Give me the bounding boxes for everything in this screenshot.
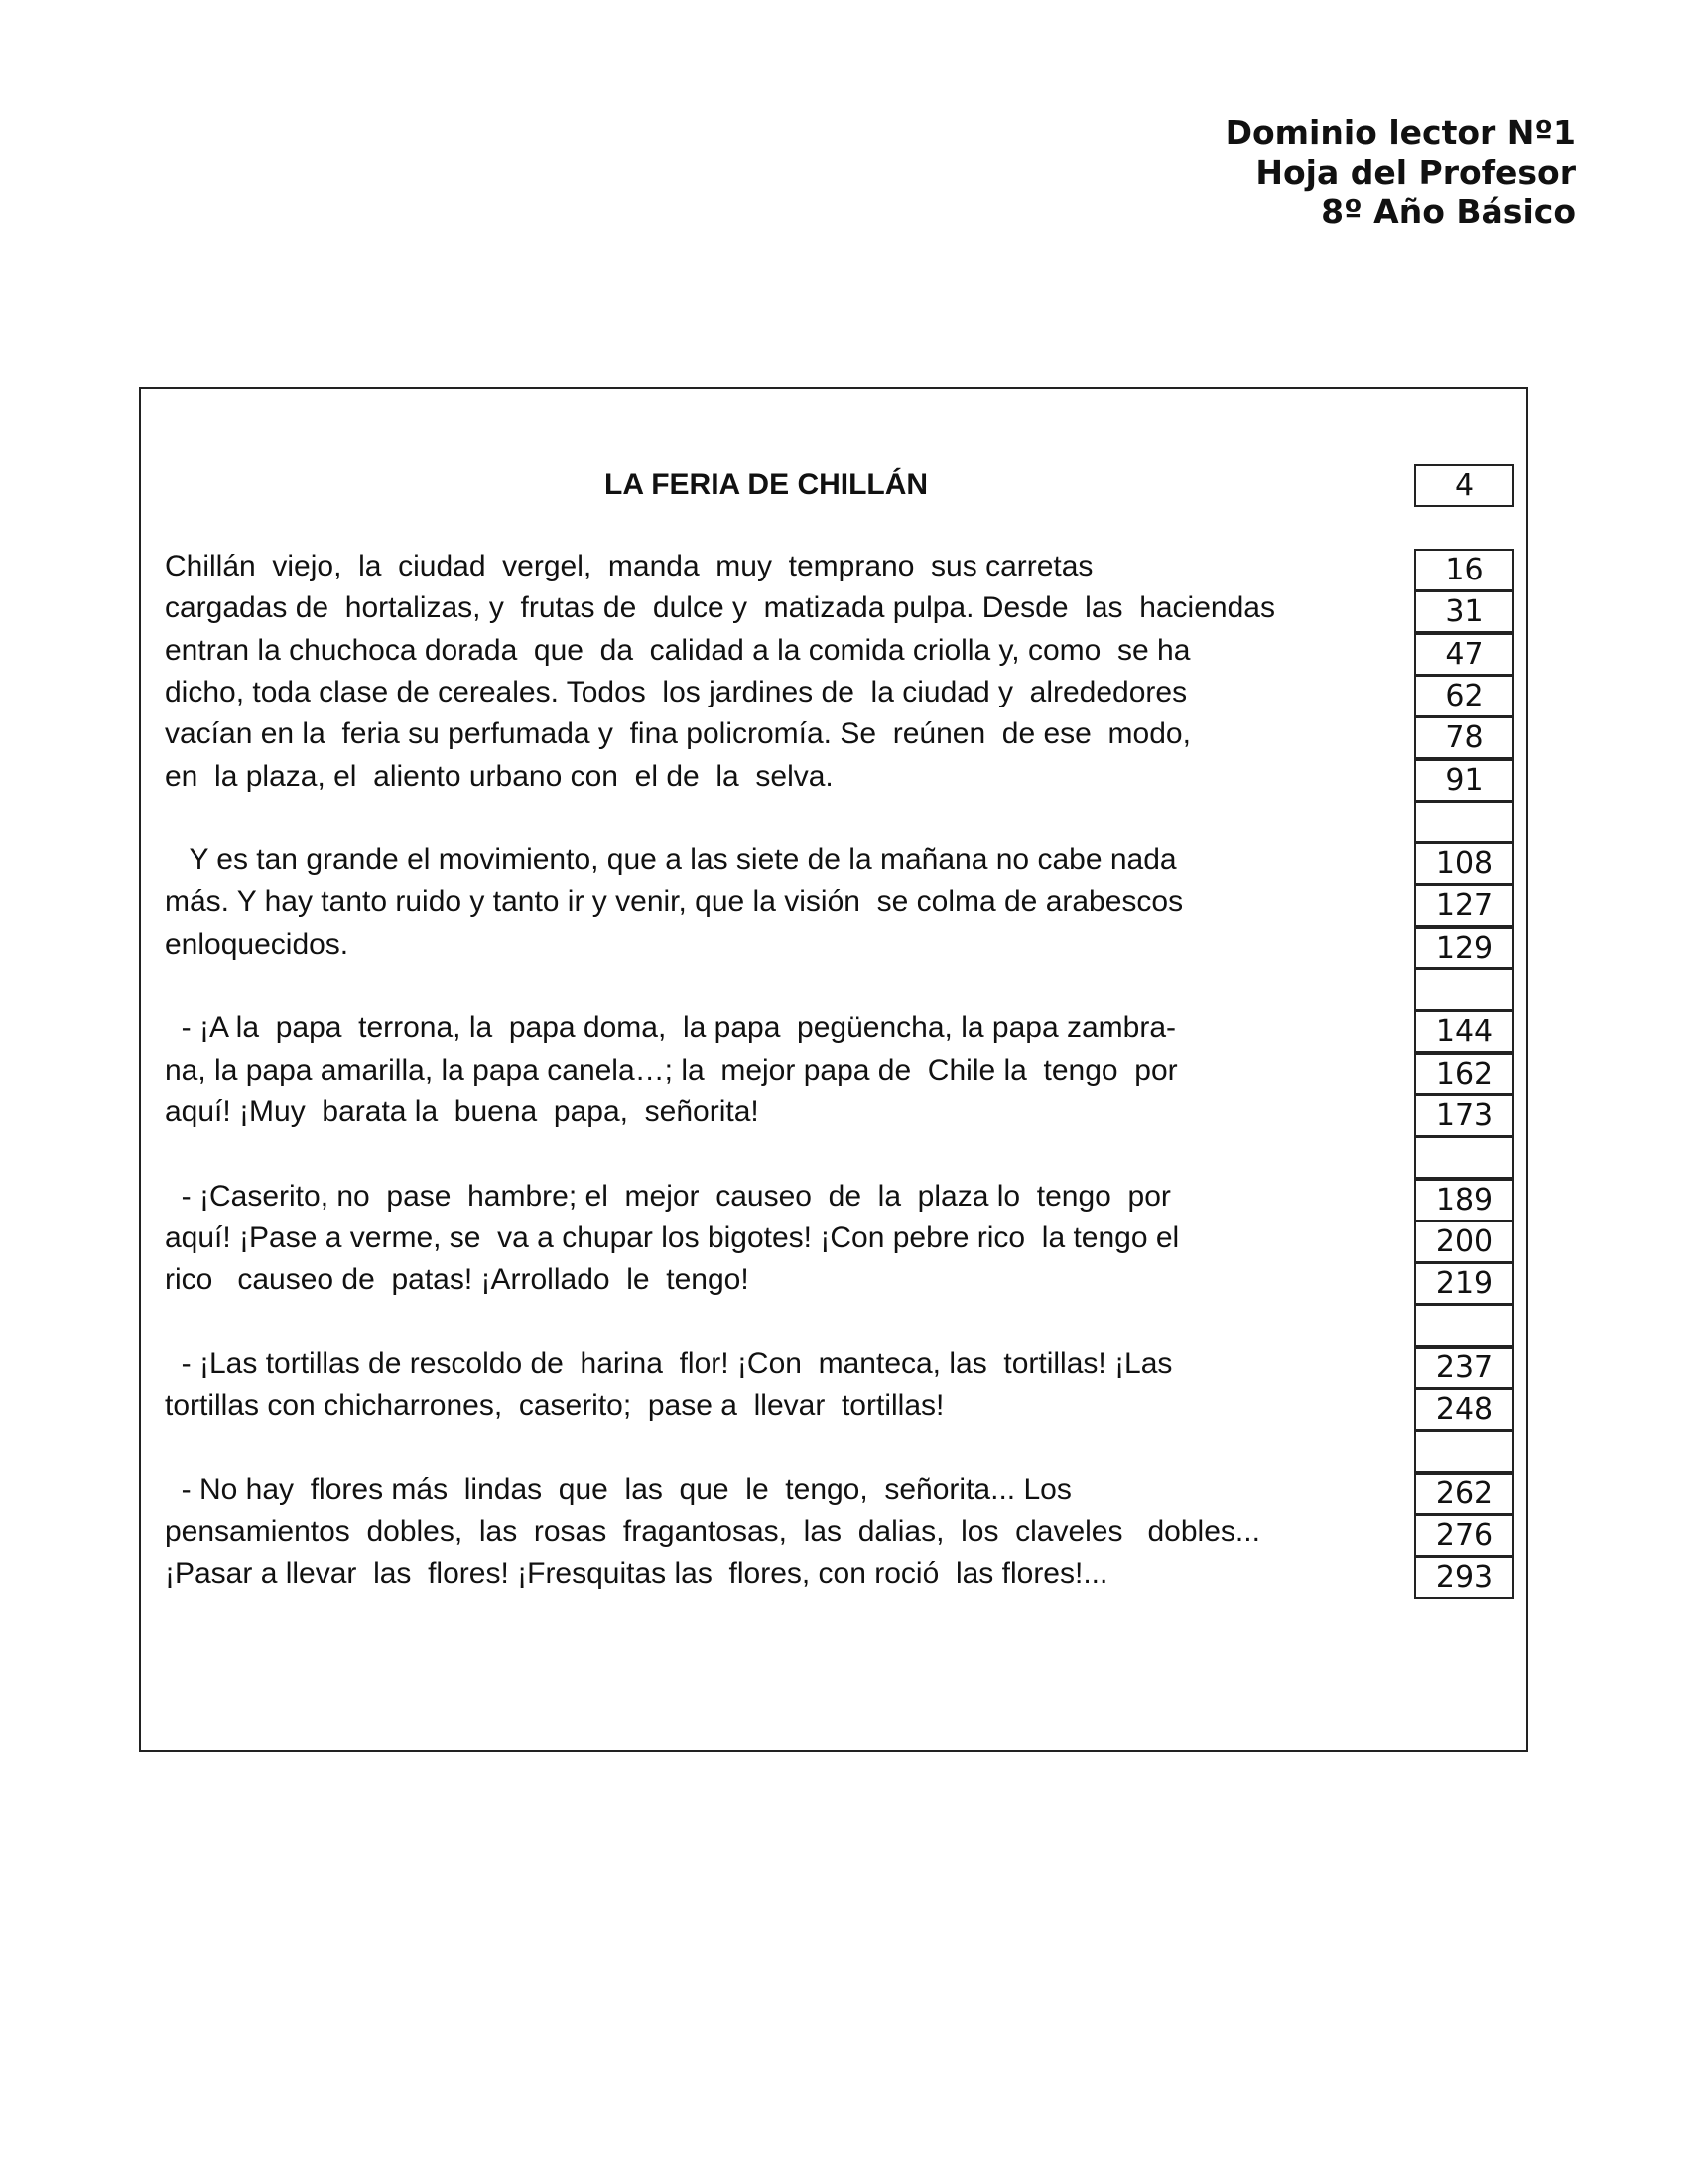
word-count-box: 127: [1414, 884, 1514, 927]
word-count-box: 162: [1414, 1053, 1514, 1095]
word-count-box: 200: [1414, 1220, 1514, 1263]
text-line: - ¡Las tortillas de rescoldo de harina flor! ¡Con manteca, las tortillas! ¡Las: [165, 1348, 1173, 1380]
text-line: pensamientos dobles, las rosas fragantosas, las dalias, los claveles dobles...: [165, 1515, 1260, 1548]
word-count-box: 248: [1414, 1388, 1514, 1431]
text-line: rico causeo de patas! ¡Arrollado le tengo!: [165, 1263, 749, 1296]
text-line: cargadas de hortalizas, y frutas de dulce y matizada pulpa. Desde las haciendas: [165, 591, 1275, 624]
text-line: - ¡Caserito, no pase hambre; el mejor causeo de la plaza lo tengo por: [165, 1180, 1171, 1213]
word-count-box: 78: [1414, 716, 1514, 759]
word-count-box: 144: [1414, 1010, 1514, 1053]
text-line: - No hay flores más lindas que las que le tengo, señorita... Los: [165, 1474, 1072, 1506]
word-count-box: 62: [1414, 675, 1514, 717]
text-line: Y es tan grande el movimiento, que a las siete de la mañana no cabe nada: [165, 843, 1177, 876]
text-line: ¡Pasar a llevar las flores! ¡Fresquitas las flores, con roció las flores!...: [165, 1557, 1108, 1590]
word-count-box: 219: [1414, 1262, 1514, 1305]
word-count-box: 173: [1414, 1094, 1514, 1137]
word-count-box: 262: [1414, 1473, 1514, 1515]
word-count-box: [1414, 968, 1514, 1011]
word-count-box: 16: [1414, 549, 1514, 591]
text-line: aquí! ¡Pase a verme, se va a chupar los bigotes! ¡Con pebre rico la tengo el: [165, 1221, 1180, 1254]
reading-title: LA FERIA DE CHILLÁN: [604, 468, 929, 501]
word-count-box: 129: [1414, 927, 1514, 969]
document-header: [980, 113, 1576, 232]
text-line: na, la papa amarilla, la papa canela…; la mejor papa de Chile la tengo por: [165, 1054, 1178, 1087]
text-line: dicho, toda clase de cereales. Todos los jardines de la ciudad y alrededores: [165, 676, 1188, 708]
text-line: entran la chuchoca dorada que da calidad a la comida criolla y, como se ha: [165, 634, 1191, 667]
text-line: más. Y hay tanto ruido y tanto ir y venir, que la visión se colma de arabescos: [165, 885, 1184, 918]
text-line: en la plaza, el aliento urbano con el de la selva.: [165, 760, 834, 793]
word-count-box: 189: [1414, 1179, 1514, 1221]
word-count-box: [1414, 1136, 1514, 1179]
word-count-box: [1414, 1304, 1514, 1347]
text-line: vacían en la feria su perfumada y fina policromía. Se reúnen de ese modo,: [165, 717, 1191, 750]
word-count-box: 91: [1414, 759, 1514, 802]
word-count-box: 276: [1414, 1514, 1514, 1557]
word-count-box: [1414, 801, 1514, 843]
word-count-box: 47: [1414, 633, 1514, 676]
text-line: tortillas con chicharrones, caserito; pase a llevar tortillas!: [165, 1389, 945, 1422]
header-subtitle: Hoja del Profesor: [1255, 153, 1576, 192]
text-line: Chillán viejo, la ciudad vergel, manda muy temprano sus carretas: [165, 550, 1094, 582]
header-title: Dominio lector Nº1: [1225, 113, 1576, 152]
header-grade: 8º Año Básico: [1321, 193, 1576, 231]
text-line: enloquecidos.: [165, 928, 349, 961]
word-count-box: 108: [1414, 842, 1514, 885]
word-count-box: 31: [1414, 590, 1514, 633]
word-count-box: 293: [1414, 1556, 1514, 1599]
text-line: aquí! ¡Muy barata la buena papa, señorita!: [165, 1095, 759, 1128]
word-count-box: [1414, 1430, 1514, 1473]
word-count-box: 237: [1414, 1347, 1514, 1389]
text-line: - ¡A la papa terrona, la papa doma, la papa pegüencha, la papa zambra-: [165, 1011, 1176, 1044]
title-word-count: 4: [1414, 464, 1514, 507]
